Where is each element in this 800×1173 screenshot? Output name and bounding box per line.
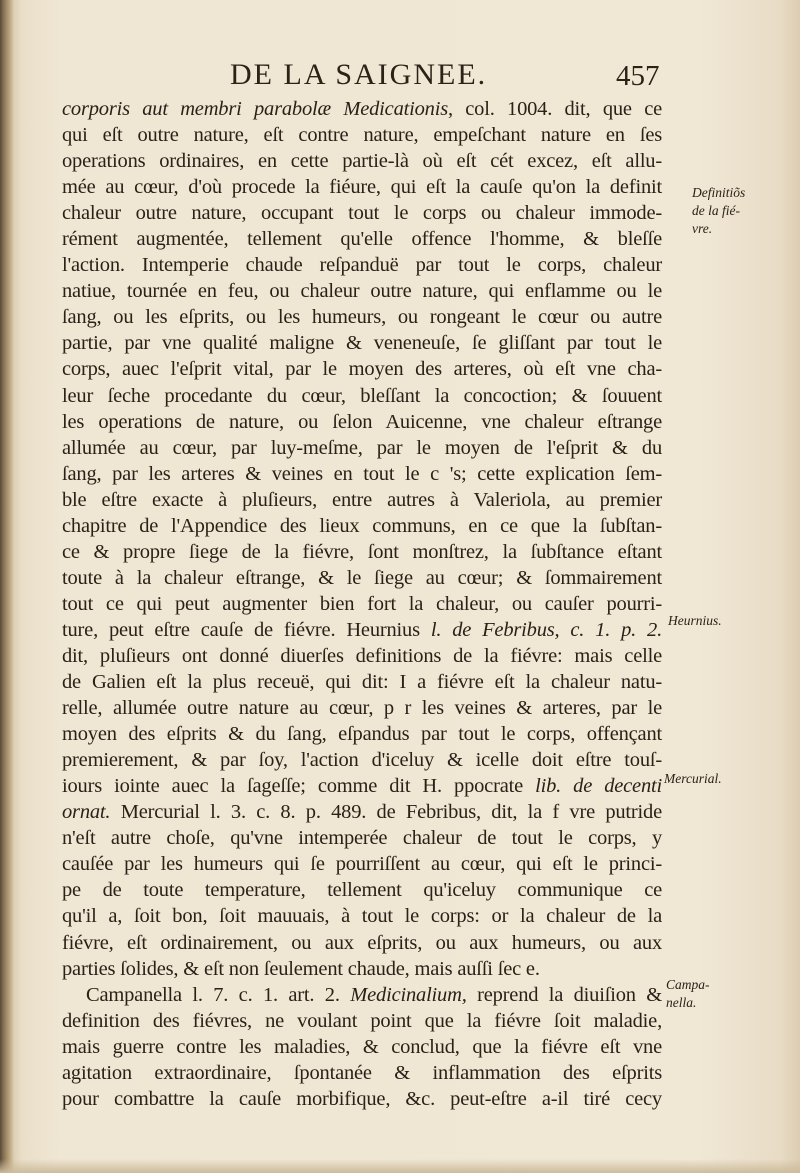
text-segment: les operations de nature, ou ſelon Auicenne, vne chaleur eſtrange — [62, 410, 662, 433]
text-line — [62, 409, 662, 435]
text-segment: operations ordinaires, en cette partie-là où eſt cét excez, eſt allu- — [62, 150, 662, 173]
text-line — [62, 956, 662, 982]
text-segment: moyen des eſprits & du ſang, eſpandus par tout le corps, offençant — [62, 723, 662, 746]
marginal-note-line: Campa- — [666, 977, 710, 992]
text-segment: n'eſt autre choſe, qu'vne intemperée chaleur de tout le corps, y — [62, 827, 662, 850]
text-segment: ce & propre ſiege de la fiévre, ſont monſtrez, la ſubſtance eſtant — [62, 540, 662, 563]
text-segment: corps, auec l'eſprit vital, par le moyen des arteres, où eſt vne cha- — [62, 358, 662, 381]
text-line — [62, 982, 662, 1008]
italic-citation: Medicinalium, — [350, 983, 467, 1006]
text-line — [62, 487, 662, 513]
text-line — [62, 930, 662, 956]
text-segment: Mercurial l. 3. c. 8. p. 489. de Febribus, dit, la f vre putride — [110, 801, 662, 824]
italic-citation: ornat. — [62, 801, 111, 824]
body-text — [62, 96, 662, 1112]
text-segment: , col. 1004. dit, que ce — [448, 98, 662, 120]
text-line — [62, 1034, 662, 1060]
text-line — [62, 1008, 662, 1034]
book-binding-edge — [0, 0, 14, 1173]
text-line — [62, 851, 662, 877]
text-line — [62, 825, 662, 851]
text-line — [62, 669, 662, 695]
marginal-note-line: Definitiõs — [692, 185, 746, 200]
text-line — [62, 304, 662, 330]
text-line — [62, 513, 662, 539]
text-segment: agitation extraordinaire, ſpontanée & inflammation des eſprits — [62, 1061, 662, 1084]
text-line — [62, 252, 662, 278]
text-segment: iours iointe auec la ſageſſe; comme dit H. ppocrate — [62, 775, 536, 798]
text-segment: definition des fiévres, ne voulant point que la fiévre ſoit maladie, — [62, 1009, 662, 1032]
text-line — [62, 747, 662, 773]
text-segment: tout ce qui peut augmenter bien fort la chaleur, ou cauſer pourri- — [62, 592, 662, 615]
text-line — [62, 903, 662, 929]
text-segment: chaleur outre nature, occupant tout le corps ou chaleur immode- — [62, 202, 662, 225]
text-line — [62, 174, 662, 200]
text-line — [62, 1060, 662, 1086]
text-segment: ble eſtre exacte à pluſieurs, entre autres à Valeriola, au premier — [62, 488, 662, 511]
text-line — [62, 122, 662, 148]
page-bottom-edge — [0, 1159, 800, 1173]
text-segment: fiévre, eſt ordinairement, ou aux eſprits, ou aux humeurs, ou aux — [62, 931, 662, 954]
text-line — [62, 877, 662, 903]
page-number: 457 — [616, 60, 660, 92]
text-line — [62, 383, 662, 409]
text-segment: chapitre de l'Appendice des lieux communs, en ce que la ſubſtan- — [62, 514, 662, 537]
text-line — [62, 695, 662, 721]
text-line — [62, 330, 662, 356]
text-segment: natiue, tournée en feu, ou chaleur outre nature, qui enflamme ou le — [62, 280, 662, 303]
text-segment: l'action. Intemperie chaude reſpanduë par tout le corps, chaleur — [62, 254, 662, 277]
text-segment: de Galien eſt la plus receuë, qui dit: I a fiévre eſt la chaleur natu- — [62, 671, 662, 694]
text-line — [62, 721, 662, 747]
marginal-note-mercurial — [664, 770, 774, 788]
text-line — [62, 226, 662, 252]
marginal-note-line: vre. — [692, 221, 713, 236]
text-segment: dit, pluſieurs ont donné diuerſes definitions de la fiévre: mais celle — [62, 644, 662, 667]
text-segment: allumée au cœur, par luy-meſme, par le moyen de l'eſprit & du — [62, 436, 662, 459]
text-segment: mais guerre contre les maladies, & conclud, que la fiévre eſt vne — [62, 1035, 662, 1058]
text-line — [62, 278, 662, 304]
text-segment: parties ſolides, & eſt non ſeulement chaude, mais auſſi ſec e. — [62, 957, 540, 980]
running-head — [0, 58, 800, 98]
marginal-note-definitions — [692, 184, 800, 238]
text-segment: toute à la chaleur eſtrange, & le ſiege au cœur; & ſommairement — [62, 566, 662, 589]
text-segment: leur ſeche procedante du cœur, bleſſant la concoction; & ſouuent — [62, 384, 662, 407]
italic-citation: corporis aut membri parabolæ Medicationis — [62, 98, 448, 120]
text-segment: qu'il a, ſoit bon, ſoit mauuais, à tout le corps: or la chaleur de la — [62, 905, 662, 928]
marginal-note-heurnius — [668, 612, 778, 630]
italic-citation: lib. de decenti — [535, 775, 662, 798]
text-line — [62, 617, 662, 643]
text-line — [62, 200, 662, 226]
text-segment: mée au cœur, d'où procede la fiéure, qui eſt la cauſe qu'on la definit — [62, 176, 662, 199]
marginal-note-line: nella. — [666, 995, 697, 1010]
marginal-note-campanella — [666, 976, 776, 1012]
text-segment: ſang, par les arteres & veines en tout le c 's; cette explication ſem- — [62, 462, 662, 485]
text-line — [62, 643, 662, 669]
text-line — [62, 435, 662, 461]
text-line — [62, 96, 662, 122]
text-segment: ſang, ou les eſprits, ou les humeurs, ou rongeant le cœur ou autre — [62, 306, 662, 329]
text-segment: ture, peut eſtre cauſe de fiévre. Heurnius — [62, 618, 431, 641]
text-segment: partie, par vne qualité maligne & veneneuſe, ſe gliſſant par tout le — [62, 332, 662, 355]
text-segment: cauſée par les humeurs qui ſe pourriſſent au cœur, qui eſt le princi- — [62, 853, 662, 876]
text-segment: pour combattre la cauſe morbifique, &c. peut-eſtre a-il tiré cecy — [62, 1087, 662, 1110]
text-segment: relle, allumée outre nature au cœur, p r les veines & arteres, par le — [62, 697, 662, 720]
text-segment: qui eſt outre nature, eſt contre nature, empeſchant nature en ſes — [62, 124, 662, 147]
text-line — [62, 565, 662, 591]
text-segment: pe de toute temperature, tellement qu'iceluy communique ce — [62, 879, 662, 902]
text-line — [62, 148, 662, 174]
text-line — [62, 1086, 662, 1112]
marginal-note-line: Mercurial. — [664, 771, 722, 786]
text-line — [62, 539, 662, 565]
text-segment: rément augmentée, tellement qu'elle offence l'homme, & bleſſe — [62, 228, 662, 251]
text-line — [62, 773, 662, 799]
text-segment: reprend la diuiſion & — [466, 983, 663, 1006]
text-line — [62, 591, 662, 617]
text-line — [62, 799, 662, 825]
running-title: DE LA SAIGNEE. — [230, 58, 488, 91]
text-line — [62, 461, 662, 487]
text-line — [62, 356, 662, 382]
text-segment: premierement, & par ſoy, l'action d'iceluy & icelle doit eſtre touſ- — [62, 749, 662, 772]
marginal-note-line: de la fié- — [692, 203, 740, 218]
text-segment: Campanella l. 7. c. 1. art. 2. — [86, 983, 351, 1006]
italic-citation: l. de Febribus, c. 1. p. 2. — [430, 618, 662, 641]
marginal-note-line: Heurnius. — [668, 613, 722, 628]
